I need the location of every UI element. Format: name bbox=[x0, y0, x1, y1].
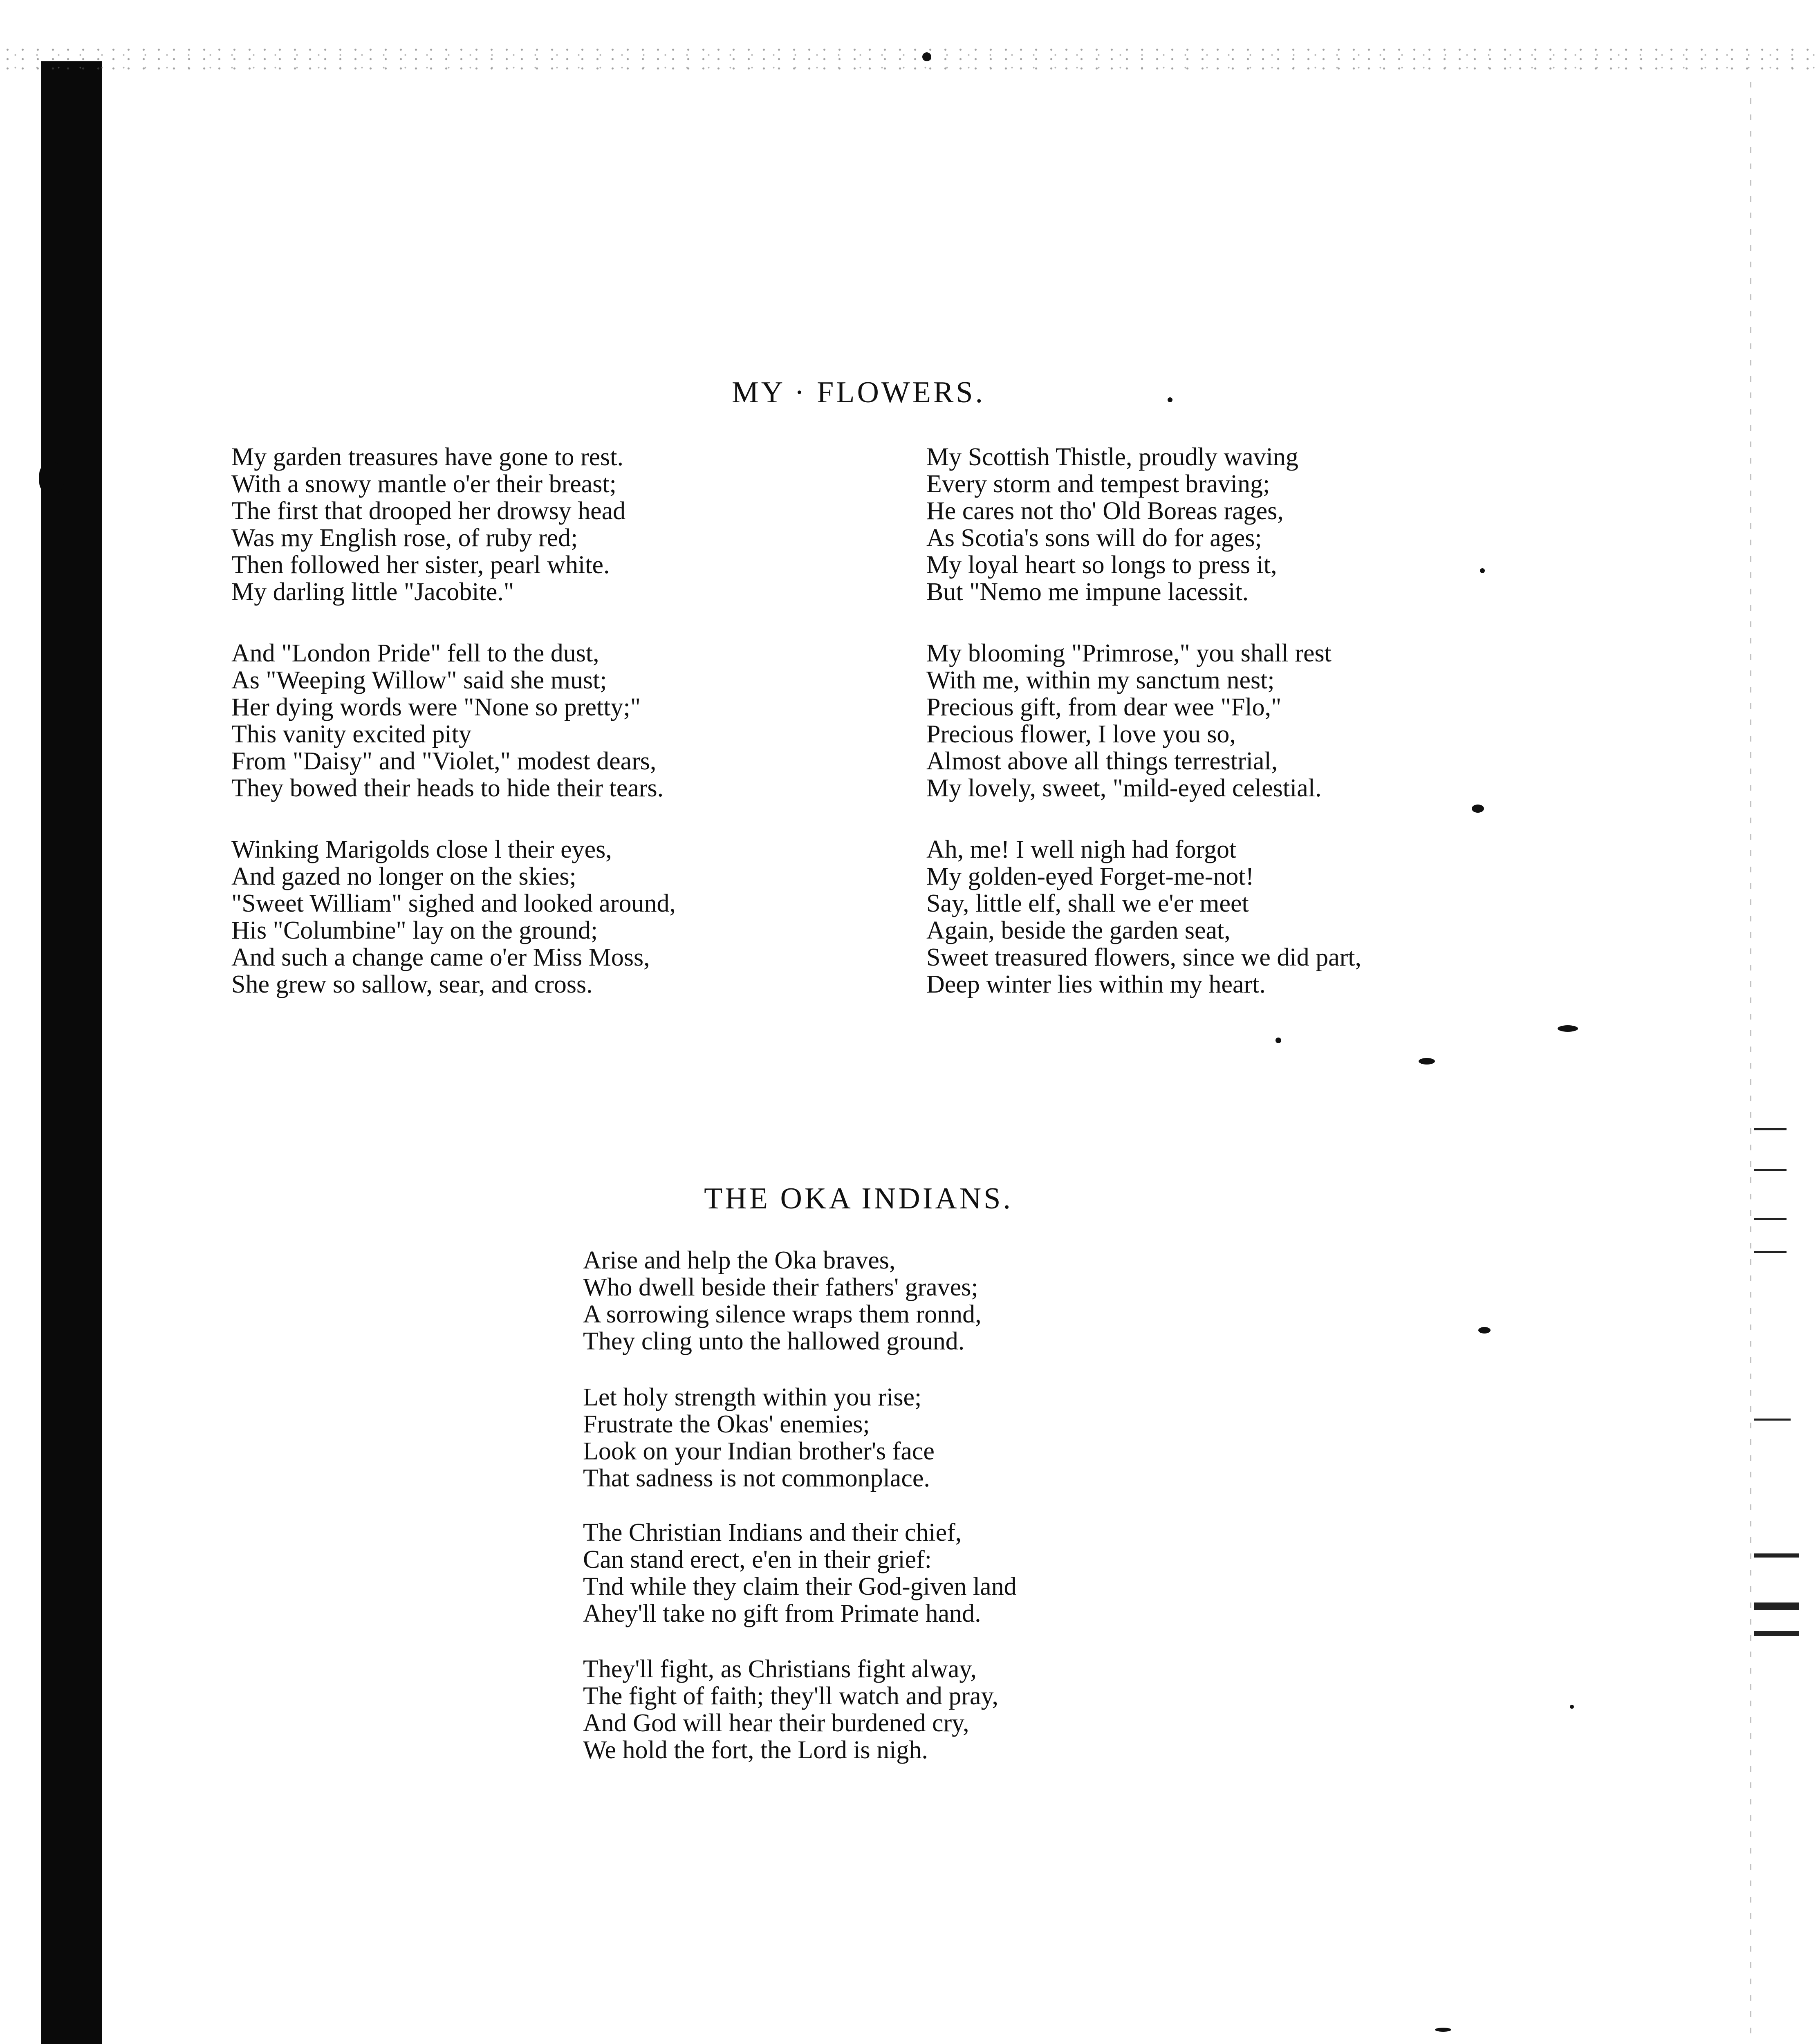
poem-line: My golden-eyed Forget-me-not! bbox=[926, 863, 1254, 890]
poem-line: The Christian Indians and their chief, bbox=[583, 1519, 962, 1546]
poem-line: Ah, me! I well nigh had forgot bbox=[926, 836, 1237, 863]
poem-line: The fight of faith; they'll watch and pray, bbox=[583, 1682, 999, 1710]
stanza-right-2 bbox=[926, 640, 1332, 802]
poem-line: His "Columbine" lay on the ground; bbox=[231, 917, 598, 944]
edge-mark bbox=[1754, 1553, 1799, 1558]
poem-line: A sorrowing silence wraps them ronnd, bbox=[583, 1300, 982, 1328]
ink-speck bbox=[1472, 805, 1484, 813]
poem-line: They cling unto the hallowed ground. bbox=[583, 1327, 965, 1355]
poem-line: Precious gift, from dear wee "Flo," bbox=[926, 693, 1282, 721]
poem-line: Look on your Indian brother's face bbox=[583, 1437, 935, 1465]
poem-line: They bowed their heads to hide their tears. bbox=[231, 774, 664, 802]
edge-mark bbox=[1754, 1602, 1799, 1610]
poem-line: Every storm and tempest braving; bbox=[926, 470, 1270, 498]
poem-line: And gazed no longer on the skies; bbox=[231, 863, 576, 890]
edge-mark bbox=[1754, 1128, 1787, 1130]
ink-speck bbox=[1558, 1025, 1578, 1032]
poem-line: "Sweet William" sighed and looked around, bbox=[231, 890, 676, 917]
poem-line: We hold the fort, the Lord is nigh. bbox=[583, 1736, 928, 1764]
poem-line: Let holy strength within you rise; bbox=[583, 1383, 922, 1411]
poem-line: Winking Marigolds close l their eyes, bbox=[231, 836, 612, 863]
ink-speck bbox=[1435, 2028, 1451, 2032]
top-edge-speckle bbox=[0, 45, 1818, 74]
poem-line: From "Daisy" and "Violet," modest dears, bbox=[231, 747, 657, 775]
stanza-left-3 bbox=[231, 836, 676, 998]
poem-line: Can stand erect, e'en in their grief: bbox=[583, 1546, 932, 1573]
poem-line: And such a change came o'er Miss Moss, bbox=[231, 944, 650, 971]
ink-speck bbox=[1570, 1705, 1574, 1709]
poem-line: My garden treasures have gone to rest. bbox=[231, 443, 623, 471]
edge-mark bbox=[1754, 1419, 1791, 1421]
ink-speck bbox=[1168, 397, 1172, 402]
poem-line: Ahey'll take no gift from Primate hand. bbox=[583, 1600, 981, 1627]
poem-line: My blooming "Primrose," you shall rest bbox=[926, 639, 1332, 667]
poem-line: Frustrate the Okas' enemies; bbox=[583, 1410, 870, 1438]
poem-line: And "London Pride" fell to the dust, bbox=[231, 639, 599, 667]
poem-title-oka-indians: THE OKA INDIANS. bbox=[704, 1182, 1013, 1215]
poem-line: Who dwell beside their fathers' graves; bbox=[583, 1273, 978, 1301]
ink-speck bbox=[1480, 568, 1485, 573]
stanza-left-2 bbox=[231, 640, 664, 802]
poem-line: Again, beside the garden seat, bbox=[926, 917, 1231, 944]
ink-speck bbox=[922, 52, 931, 61]
stanza-oka-3 bbox=[583, 1519, 1017, 1627]
stanza-left-1 bbox=[231, 444, 625, 605]
ink-speck bbox=[1478, 1327, 1491, 1334]
poem-line: She grew so sallow, sear, and cross. bbox=[231, 970, 593, 998]
ink-speck bbox=[1276, 1038, 1281, 1043]
poem-line: This vanity excited pity bbox=[231, 720, 472, 748]
edge-mark bbox=[1754, 1169, 1787, 1171]
poem-line: With me, within my sanctum nest; bbox=[926, 666, 1275, 694]
poem-line: That sadness is not commonplace. bbox=[583, 1464, 930, 1492]
poem-line: He cares not tho' Old Boreas rages, bbox=[926, 497, 1284, 525]
poem-line: Almost above all things terrestrial, bbox=[926, 747, 1278, 775]
binding-spine bbox=[41, 61, 102, 2044]
poem-line: As "Weeping Willow" said she must; bbox=[231, 666, 607, 694]
poem-line: They'll fight, as Christians fight alway, bbox=[583, 1655, 977, 1683]
poem-line: My Scottish Thistle, proudly waving bbox=[926, 443, 1298, 471]
poem-line: But "Nemo me impune lacessit. bbox=[926, 578, 1249, 606]
stanza-right-1 bbox=[926, 444, 1298, 605]
poem-line: Her dying words were "None so pretty;" bbox=[231, 693, 641, 721]
poem-line: Then followed her sister, pearl white. bbox=[231, 551, 610, 579]
stanza-right-3 bbox=[926, 836, 1361, 998]
poem-line: And God will hear their burdened cry, bbox=[583, 1709, 969, 1737]
poem-line: My loyal heart so longs to press it, bbox=[926, 551, 1277, 579]
edge-mark bbox=[1754, 1218, 1787, 1220]
poem-line: The first that drooped her drowsy head bbox=[231, 497, 626, 525]
right-page-edge bbox=[1750, 82, 1751, 2044]
poem-line: Arise and help the Oka braves, bbox=[583, 1246, 896, 1274]
poem-line: Was my English rose, of ruby red; bbox=[231, 524, 578, 552]
poem-line: With a snowy mantle o'er their breast; bbox=[231, 470, 616, 498]
stanza-oka-1 bbox=[583, 1247, 982, 1355]
poem-line: Deep winter lies within my heart. bbox=[926, 970, 1266, 998]
poem-line: Sweet treasured flowers, since we did part, bbox=[926, 944, 1361, 971]
edge-mark bbox=[1754, 1631, 1799, 1636]
poem-line: My lovely, sweet, "mild-eyed celestial. bbox=[926, 774, 1322, 802]
edge-mark bbox=[1754, 1251, 1787, 1253]
poem-line: My darling little "Jacobite." bbox=[231, 578, 514, 606]
stanza-oka-4 bbox=[583, 1656, 998, 1764]
poem-line: Precious flower, I love you so, bbox=[926, 720, 1236, 748]
binding-notch bbox=[39, 462, 64, 495]
ink-speck bbox=[1419, 1058, 1435, 1065]
poem-line: Tnd while they claim their God-given land bbox=[583, 1573, 1017, 1600]
poem-title-my-flowers: MY · FLOWERS. bbox=[732, 376, 985, 409]
stanza-oka-2 bbox=[583, 1384, 935, 1492]
poem-line: As Scotia's sons will do for ages; bbox=[926, 524, 1262, 552]
poem-line: Say, little elf, shall we e'er meet bbox=[926, 890, 1249, 917]
